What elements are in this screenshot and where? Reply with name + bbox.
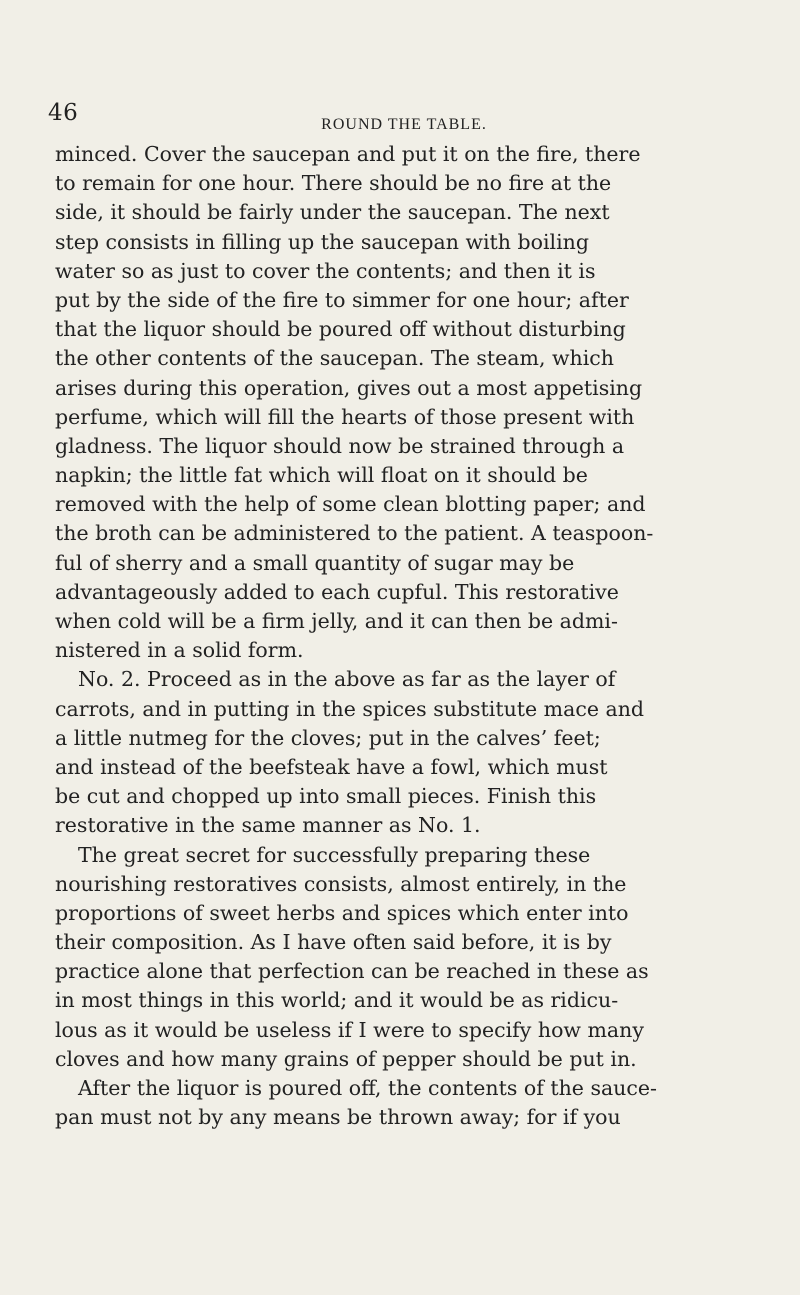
text-line: No. 2. Proceed as in the above as far as the layer of <box>78 667 616 692</box>
text-line: ful of sherry and a small quantity of sugar may be <box>55 550 575 575</box>
text-line: step consists in filling up the saucepan with boiling <box>55 229 589 254</box>
text-line: After the liquor is poured off, the contents of the sauce- <box>78 1076 657 1100</box>
text-line: practice alone that perfection can be reached in these as <box>55 959 649 984</box>
running-title: ROUND THE TABLE. <box>321 116 487 133</box>
text-line: perfume, which will fill the hearts of those present with <box>55 404 635 429</box>
text-line: the broth can be administered to the patient. A teaspoon- <box>55 521 654 546</box>
text-line: in most things in this world; and it would be as ridicu- <box>55 988 619 1013</box>
text-line: nourishing restoratives consists, almost entirely, in the <box>55 871 627 896</box>
text-line: restorative in the same manner as No. 1. <box>55 813 481 838</box>
text-line: pan must not by any means be thrown away; for if you <box>55 1105 621 1130</box>
text-line: to remain for one hour. There should be no fire at the <box>55 171 612 196</box>
text-line: lous as it would be useless if I were to specify how many <box>55 1017 644 1042</box>
text-line: arises during this operation, gives out a most appetising <box>55 375 643 400</box>
body-text <box>55 140 752 1132</box>
text-line: removed with the help of some clean blotting paper; and <box>55 492 646 517</box>
text-line: their composition. As I have often said before, it is by <box>55 930 612 955</box>
text-line: The great secret for successfully preparing these <box>78 842 591 867</box>
text-line: the other contents of the saucepan. The steam, which <box>55 346 614 371</box>
text-line: proportions of sweet herbs and spices which enter into <box>55 900 629 925</box>
text-line: carrots, and in putting in the spices substitute mace and <box>55 696 645 721</box>
text-line: put by the side of the fire to simmer for one hour; after <box>55 287 629 312</box>
text-line: a little nutmeg for the cloves; put in the calves’ feet; <box>55 725 601 750</box>
text-line: water so as just to cover the contents; and then it is <box>55 258 596 283</box>
text-line: and instead of the beefsteak have a fowl, which must <box>55 754 608 779</box>
text-line: that the liquor should be poured off without disturbing <box>55 317 626 342</box>
text-line: napkin; the little fat which will float on it should be <box>55 463 588 488</box>
text-line: when cold will be a firm jelly, and it can then be admi- <box>55 609 618 633</box>
text-line: gladness. The liquor should now be strained through a <box>55 433 625 458</box>
text-line: cloves and how many grains of pepper should be put in. <box>55 1046 637 1071</box>
text-line: minced. Cover the saucepan and put it on the fire, there <box>55 142 641 166</box>
page-header <box>48 100 760 133</box>
text-line: nistered in a solid form. <box>55 638 304 663</box>
text-line: advantageously added to each cupful. This restorative <box>55 579 619 604</box>
page-number: 46 <box>48 100 79 126</box>
text-line: side, it should be fairly under the saucepan. The next <box>55 200 610 225</box>
text-line: be cut and chopped up into small pieces. Finish this <box>55 784 597 809</box>
